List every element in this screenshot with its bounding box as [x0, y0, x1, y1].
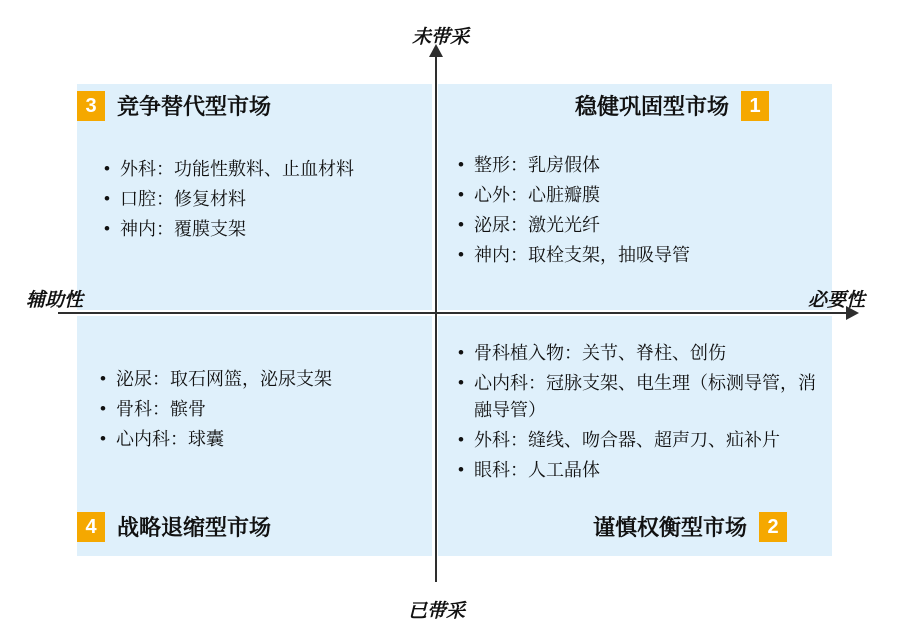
bullet-dot-icon: •	[104, 219, 110, 238]
list-item	[458, 212, 828, 239]
bullet-dot-icon: •	[100, 369, 106, 388]
bullet-dot-icon: •	[458, 155, 464, 174]
bullet-dot-icon: •	[458, 185, 464, 204]
list-item-label: 整形：乳房假体	[474, 155, 600, 175]
bullet-dot-icon: •	[104, 189, 110, 208]
bullet-dot-icon: •	[458, 460, 464, 479]
list-item-label: 心内科：球囊	[116, 429, 224, 449]
bullet-dot-icon: •	[458, 215, 464, 234]
quadrant-items-3	[104, 156, 419, 246]
bullet-dot-icon: •	[104, 159, 110, 178]
list-item-label: 外科：缝线、吻合器、超声刀、疝补片	[474, 430, 780, 450]
list-item	[458, 427, 830, 454]
list-item	[458, 457, 830, 484]
list-item	[100, 426, 430, 453]
list-item-label: 外科：功能性敷料、止血材料	[120, 159, 354, 179]
list-item	[104, 156, 419, 183]
quadrant-badge-4: 4	[77, 512, 105, 542]
list-item-label: 神内：取栓支架，抽吸导管	[474, 245, 690, 265]
quadrant-title-1: 稳健巩固型市场	[575, 94, 730, 119]
axis-label-right: 必要性	[808, 290, 866, 311]
list-item	[458, 340, 830, 367]
list-item	[100, 396, 430, 423]
list-item	[104, 216, 419, 243]
quadrant-badge-2: 2	[759, 512, 787, 542]
bullet-dot-icon: •	[100, 399, 106, 418]
list-item	[458, 242, 828, 269]
bullet-dot-icon: •	[458, 343, 464, 362]
quadrant-badge-1: 1	[741, 91, 769, 121]
quadrant-heading-1	[575, 90, 769, 121]
bullet-dot-icon: •	[458, 430, 464, 449]
list-item-label: 泌尿：激光光纤	[474, 215, 600, 235]
axis-label-top: 未带采	[412, 27, 470, 48]
list-item	[100, 366, 430, 393]
list-item-label: 神内：覆膜支架	[120, 219, 246, 239]
quadrant-badge-3: 3	[77, 91, 105, 121]
list-item	[458, 370, 830, 424]
quadrant-title-4: 战略退缩型市场	[117, 515, 272, 540]
list-item	[458, 182, 828, 209]
list-item	[458, 152, 828, 179]
list-item-label: 心内科：冠脉支架、电生理（标测导管，消融导管）	[474, 373, 816, 420]
list-item	[104, 186, 419, 213]
quadrant-items-1	[458, 152, 828, 272]
list-item-label: 心外：心脏瓣膜	[474, 185, 600, 205]
quadrant-title-2: 谨慎权衡型市场	[593, 515, 748, 540]
list-item-label: 泌尿：取石网篮，泌尿支架	[116, 369, 332, 389]
quadrant-items-4	[100, 366, 430, 456]
quadrant-items-2	[458, 340, 830, 487]
quadrant-heading-4	[77, 511, 271, 542]
bullet-dot-icon: •	[458, 245, 464, 264]
bullet-dot-icon: •	[458, 373, 464, 392]
axis-label-bottom: 已带采	[408, 601, 466, 622]
quadrant-heading-3	[77, 90, 271, 121]
horizontal-axis	[58, 312, 848, 314]
list-item-label: 口腔：修复材料	[120, 189, 246, 209]
quadrant-title-3: 竞争替代型市场	[117, 94, 272, 119]
bullet-dot-icon: •	[100, 429, 106, 448]
vertical-axis	[435, 55, 437, 582]
quadrant-heading-2	[593, 511, 787, 542]
list-item-label: 眼科：人工晶体	[474, 460, 600, 480]
list-item-label: 骨科植入物：关节、脊柱、创伤	[474, 343, 726, 363]
list-item-label: 骨科：髌骨	[116, 399, 206, 419]
axis-label-left: 辅助性	[26, 290, 84, 311]
